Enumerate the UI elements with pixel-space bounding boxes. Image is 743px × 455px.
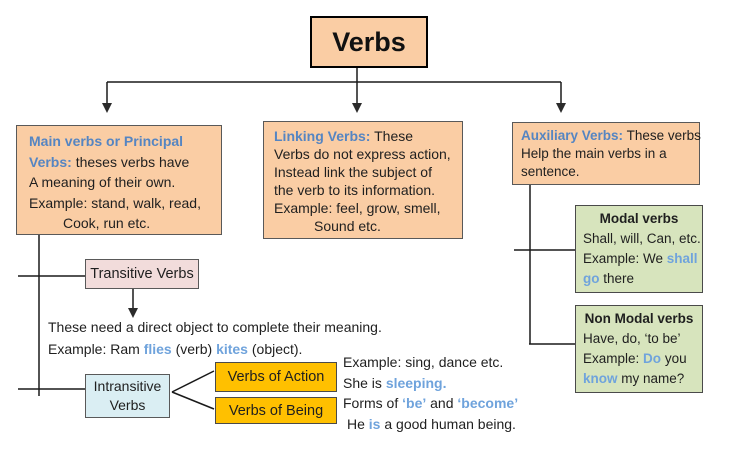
auxiliary-verbs-node <box>512 122 700 185</box>
arrowhead-main <box>102 103 112 113</box>
main-verbs-line5: Cook, run etc. <box>63 215 151 231</box>
connector-intransitive-to-action <box>172 371 214 392</box>
modal-verbs-node <box>575 205 703 293</box>
main-verbs-node <box>16 125 222 235</box>
transitive-description <box>48 317 382 360</box>
non-modal-verbs-heading: Non Modal verbs <box>584 311 694 326</box>
verbs-of-action-label: Verbs of Action <box>227 369 325 385</box>
non-modal-verbs-node <box>575 305 703 393</box>
main-verbs-line3: A meaning of their own. <box>29 174 176 190</box>
modal-verbs-line3: Example: We shall <box>583 251 698 266</box>
linking-verbs-line6: Sound etc. <box>314 218 381 234</box>
intransitive-examples <box>343 352 518 434</box>
auxiliary-verbs-line1: Auxiliary Verbs: These verbs <box>521 128 701 143</box>
main-verbs-heading-line1: Main verbs or Principal <box>29 133 184 149</box>
main-verbs-line4: Example: stand, walk, read, <box>29 194 201 211</box>
auxiliary-verbs-line2: Help the main verbs in a <box>521 146 667 161</box>
linking-verbs-line1: Linking Verbs: These <box>274 128 414 144</box>
modal-verbs-heading: Modal verbs <box>599 211 679 226</box>
examples-line4: He is a good human being. <box>347 415 516 432</box>
linking-verbs-line4: the verb to its information. <box>274 182 436 198</box>
modal-verbs-line2: Shall, will, Can, etc. <box>583 231 701 246</box>
linking-verbs-line3: Instead link the subject of <box>274 164 432 180</box>
arrowhead-auxiliary <box>556 103 566 113</box>
non-modal-verbs-line3: Example: Do you <box>583 351 687 366</box>
arrowhead-linking <box>352 103 362 113</box>
transitive-desc-line2: Example: Ram flies (verb) kites (object). <box>48 340 303 357</box>
non-modal-verbs-line2: Have, do, ‘to be’ <box>583 331 681 346</box>
examples-line2: She is sleeping. <box>343 374 447 391</box>
intransitive-verbs-node <box>85 374 170 418</box>
verbs-of-action-node <box>215 362 337 392</box>
transitive-verbs-node <box>85 259 199 289</box>
linking-verbs-line2: Verbs do not express action, <box>274 146 451 162</box>
non-modal-verbs-line4: know my name? <box>583 371 685 386</box>
verbs-of-being-label: Verbs of Being <box>228 402 324 419</box>
modal-verbs-line4: go there <box>583 271 635 286</box>
transitive-label: Transitive Verbs <box>90 266 194 282</box>
root-node-verbs <box>310 16 428 68</box>
linking-verbs-line5: Example: feel, grow, smell, <box>274 200 441 216</box>
verbs-of-being-node <box>215 397 337 424</box>
intransitive-label: Intransitive Verbs <box>93 378 162 413</box>
examples-line1: Example: sing, dance etc. <box>343 354 504 370</box>
connector-intransitive-to-being <box>172 392 214 409</box>
examples-line3: Forms of ‘be’ and ‘become’ <box>343 395 519 411</box>
auxiliary-verbs-line3: sentence. <box>521 164 580 179</box>
root-label: Verbs <box>332 26 406 57</box>
main-verbs-line2: Verbs: theses verbs have <box>29 153 190 170</box>
transitive-desc-line1: These need a direct object to complete their meaning. <box>48 319 382 335</box>
linking-verbs-node <box>263 121 463 239</box>
